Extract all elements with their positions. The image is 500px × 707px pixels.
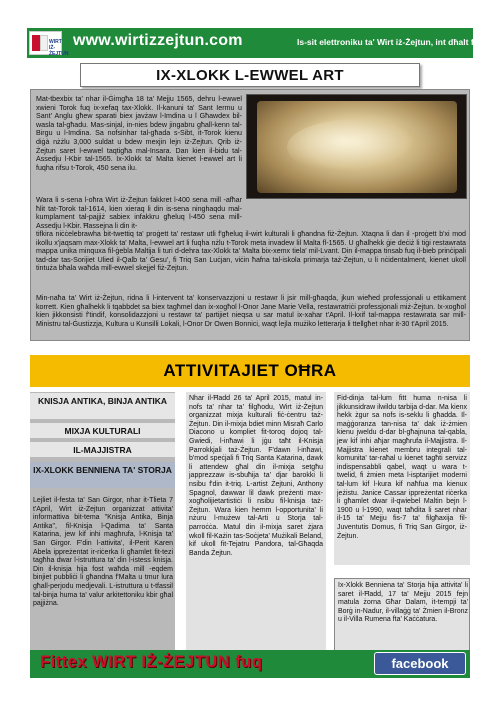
article-panel [30,89,470,341]
footer-search-text: Fittex WIRT IŻ-ŻEJTUN fuq [40,653,263,671]
xlokk-benniena-text: Ix-Xlokk Benniena ta' Storja hija attivita' li saret il-Ħadd, 17 ta' Mejju 2015 fejn matula żorna Għar Dalam, it-tempji ta' Borġ in-Nadur, il-villaġġ ta' Żmien il-Bronz u il-Villa Rumena fta' Kaċċatura. [338,582,468,624]
menu-item-knisja-antika[interactable] [30,393,175,419]
right-column-top [334,392,470,565]
article-paragraph-3: Min-naħa ta' Wirt iż-Żejtun, ridna li l-intervent ta' konservazzjoni u restawr li jsir mill-għaqda, jkun wieħed professjonali u ettikament korrett. Kien għalhekk li tqabbdet sa biex tagħmel dan ix-xogħol l-Onor Jane Marie Vella, restawratriċi professjonali miż-Żejtun. Ix-xogħol kien jikkonsisti f'tindif, konsolidazzjoni u restawr ta' partijiet nieqsa u sar matul ix-xahar t'April. Il-kxif tal-mappa restawrata sar mill-Ministru tal-Ġustizzja, Kultura u Kunsilli Lokali, l-Onor Dr Owen Bonnici, waqt lejla mużiko letterarja li ttellgħet nhar it-30 t'April 2015. [36,294,466,328]
facebook-button[interactable] [374,652,466,675]
menu-item-label: IL-MAJJISTRA [73,445,132,455]
site-url-link[interactable]: www.wirtizzejtun.com [73,32,243,49]
article-paragraph-2a: Wara li s-sena l-oħra Wirt iż-Żejtun fakkret l-400 sena mill -afħar ħlit tat-Torok tal-1614, kien xieraq li din is-sena ninghaqdu mal-kumplament tal-pajjiż sabiex infakkru għeluq l-450 sena mill-Assedju l-Kbir. Ħassejna li din it- [36,196,242,230]
article-title: IX-XLOKK L-EWWEL ART [156,67,344,84]
menu-item-mixja-kulturali[interactable] [30,423,175,438]
middle-column [186,392,326,674]
menu-item-ix-xlokk-benniena[interactable] [30,462,175,488]
flag-white-stripe [40,35,48,51]
activities-title: ATTIVITAJIET OĦRA [163,361,337,380]
facebook-label: facebook [391,656,449,671]
site-tagline: Is-sit elettroniku ta' Wirt iż-Żejtun, int dħalt fih? [297,37,487,47]
mixja-kulturali-text: Nhar il-Ħadd 26 ta' April 2015, matul in-nofs ta' nhar ta' filgħodu, Wirt iż-Żejtun organizzat mixja kulturali fiċ-ċentru taż-Żejtun. Din il-mixja bdiet minn Misraħ Carlo Diacono u kompliet fit-toroq dojoq tal-Gwiedi, l-inħawi li jġu taħt il-Knisja Parrokkjali taż-Żejtun. F'dawn l-inħawi, b'mod speċjali fi Triq Santa Katarina, dawk li attendew għal din il-mixja setgħu japprezzaw is-sbuħija ta' djar barokki li nsibu f'din it-triq. L-artist Żejtuni, Anthony Spagnol, dawwar lil dawk preżenti max-xogħolijietartistiċi li nsibu fil-knisja taż-Żejtun. Wara kien hemm l-opportunita' li nżuru l-mużew tal-Arti u Storja tal-parroċċa. Matul din il-mixja saret żjara wkoll fil-Każin tas-Soċjeta' Mużikali Beland, kif ukoll fit-Tejatru Pandora, tal-Għaqda Banda Żejtun. [189,395,323,557]
menu-item-label: IX-XLOKK BENNIENA TA' STORJA [33,465,172,475]
left-column [30,392,175,674]
site-footer [30,650,470,678]
menu-item-label: MIXJA KULTURALI [64,426,141,436]
stone-map-relief [257,101,457,193]
logo-text: WIRT IŻ-ŻEJTUN [49,39,69,57]
majjistra-text: Fid-dinja tal-lum fitt huma n-nisa li jikkunsidraw ilwildu tarbija d-dar. Ma kienx hekk żgur sa nofs is-seklu li għadda. Il-maġġoranza tan-nisa ta' dak iż-żmien kienu jweldu d-dar bl-għajnuna tal-qabla, jew kif inhi aħjar magħrufa il-Majjistra. Il-Majjistra kienet membru integrali tal-komunita' tar-raħal u kienet tagħti servizz indispensabbli qabel, waqt u wara t-twelid, fi żmien meta l-isptarijiet moderni tal-lum kif l-kura kif naħfua ma kienux jeżistu. Janice Cassar ippreżentat riċerka li għamlet dwar il-qwiebel Maltin bejn l-1900 u l-1990, waqt taħdita li saret nhar il-15 ta' Mejju fis-7 ta' filgħaxija fil-Juventutis Domus, fi Triq San Girgor, iż-Żejtun. [337,395,467,540]
menu-item-label: KNISJA ANTIKA, BINJA ANTIKA [37,396,168,406]
map-relief-photo [246,94,467,199]
article-title-box [80,63,420,87]
wirt-logo [29,31,69,57]
knisja-antika-text: Lejliet il-festa ta' San Girgor, nhar it-Tlieta 7 t'April, Wirt iż-Żejtun organizzat attivita' informattiva bit-tema "Knisja Antika, Binja Antika", fil-Knisja l-Qadima ta' Santa Katarina, jew kif inhi magħrufa, l-Knisja ta' San Girgor. F'din l-attivita', il-Perit Karen Abela ippreżentat ir-riċerka li għamlet fit-tezi tagħha dwar l-istruttura ta' din l-istess knisja. Din il-knisja hija fost waħda mill -eqdem binjiet pubbliċi li għandna f'Malta u tmur lura għall-perjodu medjevali. L-istruttura u t-tfassil tal-binja huma ta' valur arkitettoniku kbir għal pajjiżna. [33,497,173,608]
menu-item-il-majjistra[interactable] [30,442,175,457]
activities-banner [30,355,470,387]
article-paragraph-1: Mat-tbexbix ta' nhar il-Ġimgħa 18 ta' Mejju 1565, dehru l-ewwel xwieni Torok fuq ix-xefaq tax-Xlokk. Il-kanuni ta' Sant Iermu u Sant' Anglu għew sparati biex javżaw l-Imdina u l Għawdex bil-wasla tal-għadu. Mas-sinjal, in-nies bdew jingabru għall-kenn tal-Birgu u l-Imdina. Sa nofsinhar tal-għada s-Sibt, it-Torok kienu diġà nżżlu 3,000 suldat u bdew mexjin lejn iż-Żejtun. Qrib iż-Żejtun saret l-ewwel taqtigħa mal-Insara. Dan kien il-bidu tal-Assedju l-Kbir tal-1565. Ix-Xlokk ta' Malta kienet l-ewwel art li fuqha rifsu t-Torok, 450 sena ilu. [36,95,242,172]
article-paragraph-2b: tifkira niċċelebrawha bit-twettiq ta' proġett ta' restawr utli f'għeluq il-wirt kulturali li għandna fiż-Żejtun. Xtaqna li dan il -proġett b'xi mod ikollu x'jaqsam max-Xlokk ta' Malta, l-ewwel art li fuqha nżlu t-Torok meta invadew lil Malta fl-1565. U għalhekk ġie deċiż li tiġi restawrata mappa unika minquxa fil-ġebla Maltija li turi d-dehra tax-Xlokk ta' Malta bix-xemx tiela' mil-Lvant. Din il-mappa tinsab fuq il-bieb prinċipali tad-dar tas-Sorijiet Ulied il-Qalb ta' Ġesu', fi Triq San Luċjan, viċin ħafna tal-iskola primarja taż-Żejtun, u li nċidentalment, kienet ukoll tintuża bħala waħda mill-ewwel skejjel fiż-Żejtun. [36,230,466,273]
site-header [27,28,487,58]
flag-red-stripe [32,35,40,51]
